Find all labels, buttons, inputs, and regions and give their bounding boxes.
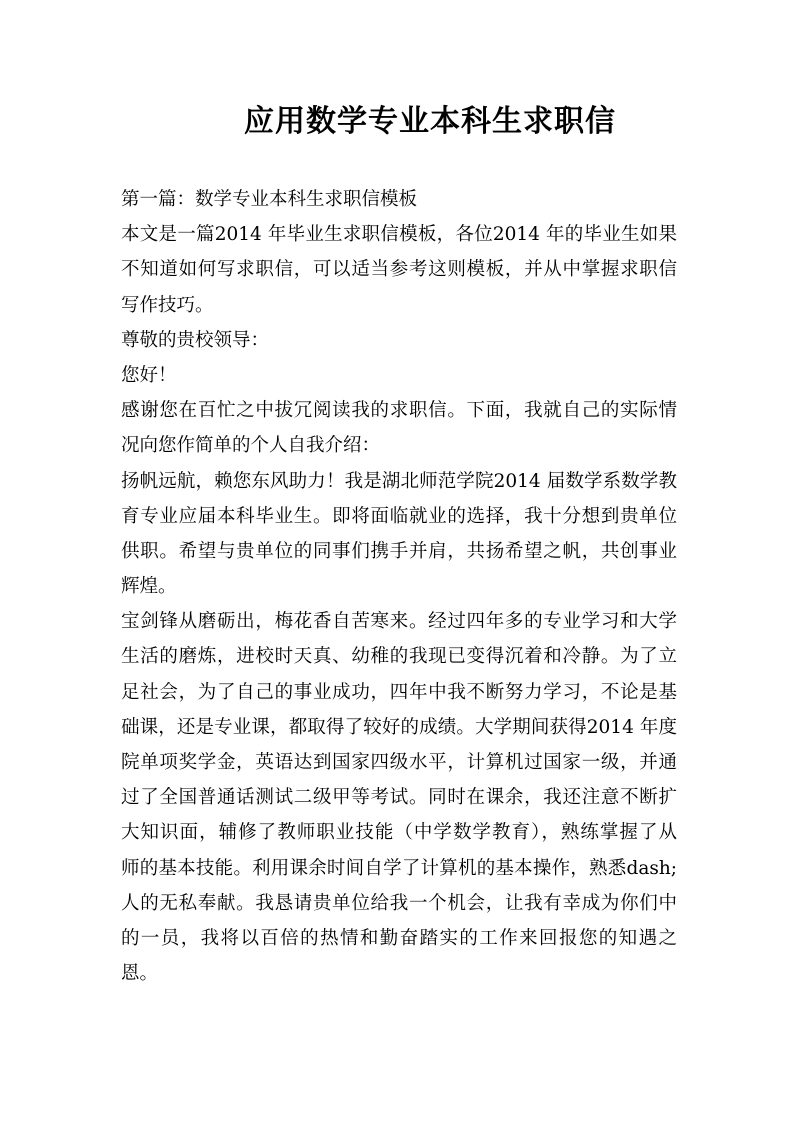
- body-text-line: 本文是一篇2014 年毕业生求职信模板，各位2014 年的毕业生如果: [121, 224, 677, 246]
- body-text-line: 第一篇：数学专业本科生求职信模板: [121, 189, 418, 210]
- body-text-line: 过了全国普通话测试二级甲等考试。同时在课余，我还注意不断扩: [121, 787, 677, 809]
- body-text-line: 尊敬的贵校领导：: [121, 329, 270, 351]
- body-text-line: 人的无私奉献。我恳请贵单位给我一个机会，让我有幸成为你们中: [121, 892, 677, 914]
- body-text-line: 院单项奖学金，英语达到国家四级水平，计算机过国家一级，并通: [121, 752, 677, 773]
- body-text-line: 感谢您在百忙之中拔冗阅读我的求职信。下面，我就自己的实际情: [121, 400, 677, 422]
- body-text-line: 扬帆远航，赖您东风助力！我是湖北师范学院2014 届数学系数学教: [121, 470, 677, 492]
- body-text-line: 您好！: [121, 364, 177, 386]
- body-text-line: 大知识面，辅修了教师职业技能（中学数学教育），熟练掌握了从: [121, 822, 677, 844]
- body-text-line: 育专业应届本科毕业生。即将面临就业的选择，我十分想到贵单位: [121, 505, 677, 527]
- body-text-line: 辉煌。: [121, 576, 177, 598]
- body-text-line: 师的基本技能。利用课余时间自学了计算机的基本操作，熟悉dash;: [121, 857, 677, 879]
- body-text-line: 的一员，我将以百倍的热情和勤奋踏实的工作来回报您的知遇之: [121, 927, 677, 949]
- document-title: 应用数学专业本科生求职信: [244, 104, 616, 139]
- body-text-line: 宝剑锋从磨砺出，梅花香自苦寒来。经过四年多的专业学习和大学: [121, 611, 677, 633]
- document-body: [121, 182, 677, 991]
- body-text-line: 写作技巧。: [121, 294, 214, 316]
- body-text-line: 足社会，为了自己的事业成功，四年中我不断努力学习，不论是基: [121, 681, 677, 703]
- body-text-line: 础课，还是专业课，都取得了较好的成绩。大学期间获得2014 年度: [121, 716, 677, 738]
- body-text-line: 供职。希望与贵单位的同事们携手并肩，共扬希望之帆，共创事业: [121, 540, 677, 562]
- body-text-line: 不知道如何写求职信，可以适当参考这则模板，并从中掌握求职信: [121, 259, 677, 281]
- body-text-line: 生活的磨炼，进校时天真、幼稚的我现已变得沉着和冷静。为了立: [121, 646, 677, 668]
- body-text-line: 况向您作简单的个人自我介绍：: [121, 435, 381, 457]
- body-text-line: 恩。: [121, 963, 159, 985]
